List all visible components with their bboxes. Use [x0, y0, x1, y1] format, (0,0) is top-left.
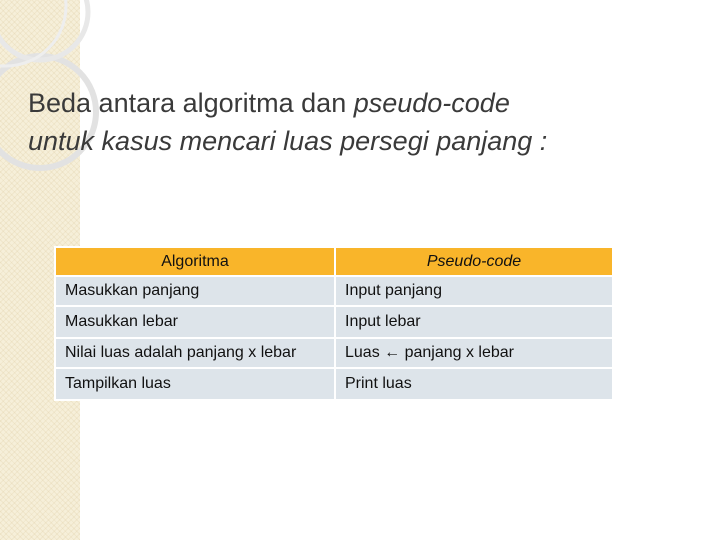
title-line1-italic: pseudo-code: [353, 88, 510, 118]
table-row: [55, 338, 613, 368]
cell-pseudo-code: Luas ← panjang x lebar: [335, 338, 613, 368]
table-row: [55, 306, 613, 338]
cell-pseudo-code: Input panjang: [335, 276, 613, 306]
table-row: [55, 276, 613, 306]
cell-algoritma: Masukkan lebar: [55, 306, 335, 338]
cell-algoritma: Masukkan panjang: [55, 276, 335, 306]
comparison-table: [54, 246, 614, 401]
header-pseudo-code: Pseudo-code: [335, 247, 613, 276]
table-row: [55, 368, 613, 400]
cell-pseudo-code: Print luas: [335, 368, 613, 400]
slide-title: [28, 84, 688, 160]
cell-algoritma: Tampilkan luas: [55, 368, 335, 400]
header-algoritma: Algoritma: [55, 247, 335, 276]
title-line1-plain: Beda antara algoritma dan: [28, 88, 354, 118]
cell-algoritma: Nilai luas adalah panjang x lebar: [55, 338, 335, 368]
table-header-row: [55, 247, 613, 276]
cell-pseudo-code: Input lebar: [335, 306, 613, 338]
title-line2-italic: untuk kasus mencari luas persegi panjang :: [28, 126, 548, 156]
